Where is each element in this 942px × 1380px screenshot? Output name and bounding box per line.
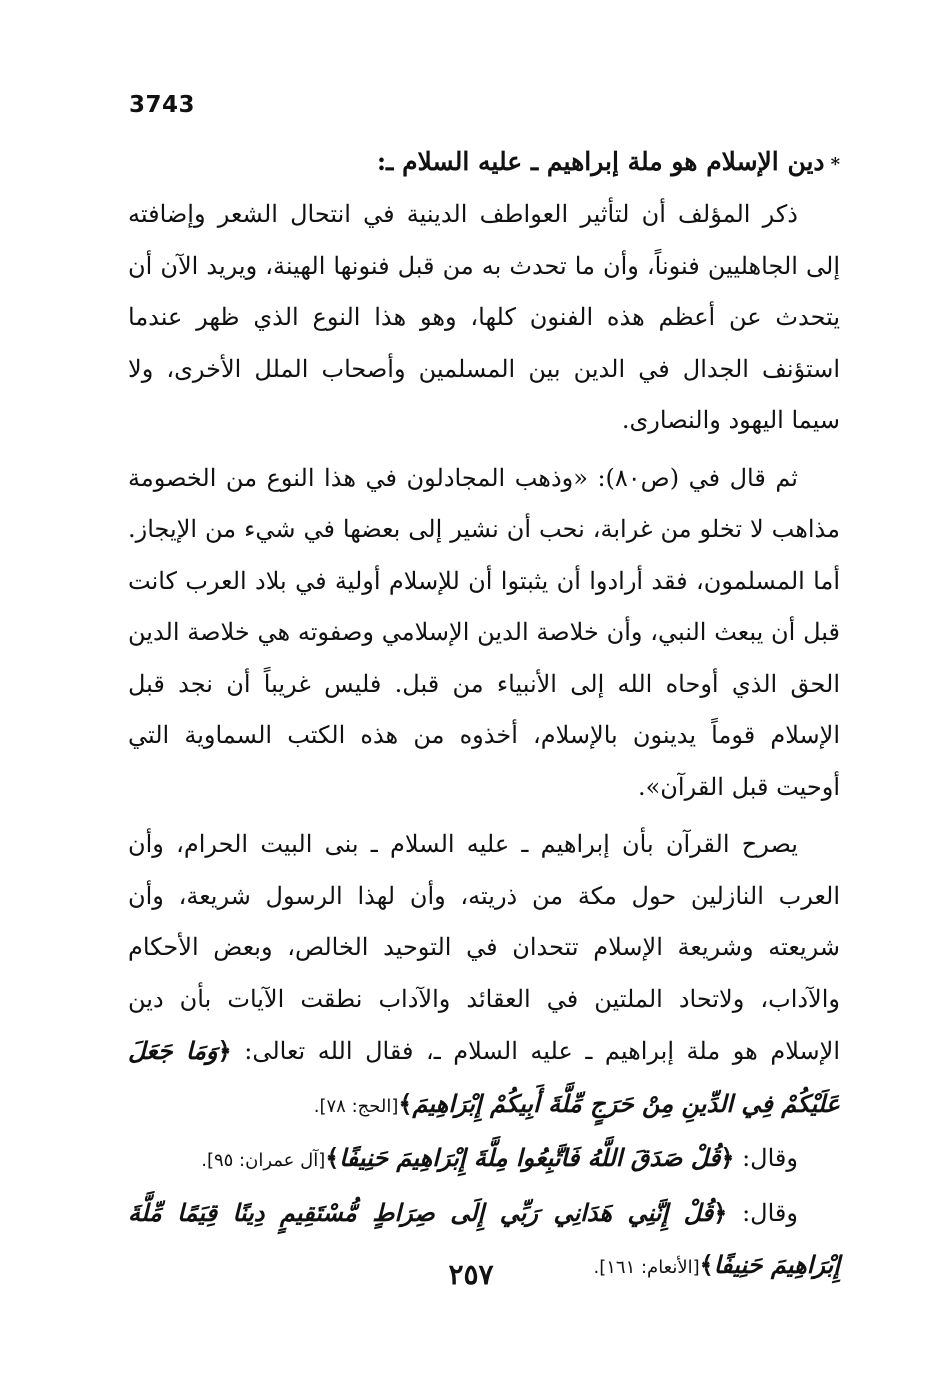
paragraph-1: ذكر المؤلف أن لتأثير العواطف الدينية في انتحال الشعر وإضافته إلى الجاهليين فنوناً، وأن ما تحدث به من قبل فنونها الهينة، ويريد الآن أن يتحدث عن أعظم هذه الفنون كلها، وهو هذا النوع الذي ظهر عندما استؤنف الجدال في الدين بين المسلمين وأصحاب الملل الأخرى، ولا سيما اليهود والنصارى. [128, 200, 840, 434]
quran-verse: وَمَا جَعَلَ عَلَيْكُمْ فِي الدِّينِ مِنْ حَرَجٍ مِّلَّةَ أَبِيكُمْ إِبْرَاهِيمَ [128, 1036, 840, 1118]
verse-reference: [الأنعام: ١٦١]. [593, 1257, 700, 1278]
page-id: 3743 [129, 92, 196, 118]
verse-open-bracket: ﴿ [720, 1143, 735, 1172]
page-body [128, 140, 840, 1294]
quran-verse: قُلْ صَدَقَ اللَّهُ فَاتَّبِعُوا مِلَّةَ إِبْرَاهِيمَ حَنِيفًا [339, 1143, 721, 1172]
verse-close-bracket: ﴾ [699, 1250, 714, 1279]
section-title: دين الإسلام هو ملة إبراهيم ـ عليه السلام ـ: [376, 147, 825, 176]
verse-open-bracket: ﴿ [217, 1036, 232, 1065]
verse-close-bracket: ﴾ [398, 1088, 413, 1118]
verse-intro: وقال: [742, 1198, 798, 1227]
verse-reference: [الحج: ٧٨]. [313, 1095, 399, 1117]
verse-intro: وقال: [742, 1144, 798, 1172]
paragraph-3 [128, 819, 840, 1132]
section-heading [128, 140, 840, 187]
verse-line-1 [128, 1132, 840, 1187]
star-icon: * [830, 154, 840, 175]
verse-reference: [آل عمران: ٩٥]. [201, 1150, 326, 1171]
paragraph-3-text: يصرح القرآن بأن إبراهيم ـ عليه السلام ـ بنى البيت الحرام، وأن العرب النازلين حول مكة من ذريته، وأن لهذا الرسول شريعة، وأن شريعته وشريعة الإسلام تتحدان في التوحيد الخالص، وبعض الأحكام والآداب، ولاتحاد الملتين في العقائد والآداب نطقت الآيات بأن دين الإسلام هو ملة إبراهيم ـ عليه السلام ـ، فقال الله تعالى: [128, 830, 841, 1065]
verse-open-bracket: ﴿ [713, 1197, 728, 1227]
quran-verse: قُلْ إِنَّنِي هَدَانِي رَبِّي إِلَى صِرَاطٍ مُّسْتَقِيمٍ دِينًا قِيَمًا مِّلَّةَ إِبْرَاهِيمَ حَنِيفًا [128, 1197, 840, 1279]
paragraph-2: ثم قال في (ص٨٠): «وذهب المجادلون في هذا النوع من الخصومة مذاهب لا تخلو من غرابة، نحب أن نشير إلى بعضها في شيء من الإيجاز. أما المسلمون، فقد أرادوا أن يثبتوا أن للإسلام أولية في بلاد العرب كانت قبل أن يبعث النبي، وأن خلاصة الدين الإسلامي وصفوته هي خلاصة الدين الحق الذي أوحاه الله إلى الأنبياء من قبل. فليس غريباً أن نجد قبل الإسلام قوماً يدينون بالإسلام، أخذوه من هذه الكتب السماوية التي أوحيت قبل القرآن». [128, 463, 840, 801]
page-number: ٢٥٧ [448, 1258, 494, 1291]
verse-close-bracket: ﴾ [325, 1143, 340, 1172]
